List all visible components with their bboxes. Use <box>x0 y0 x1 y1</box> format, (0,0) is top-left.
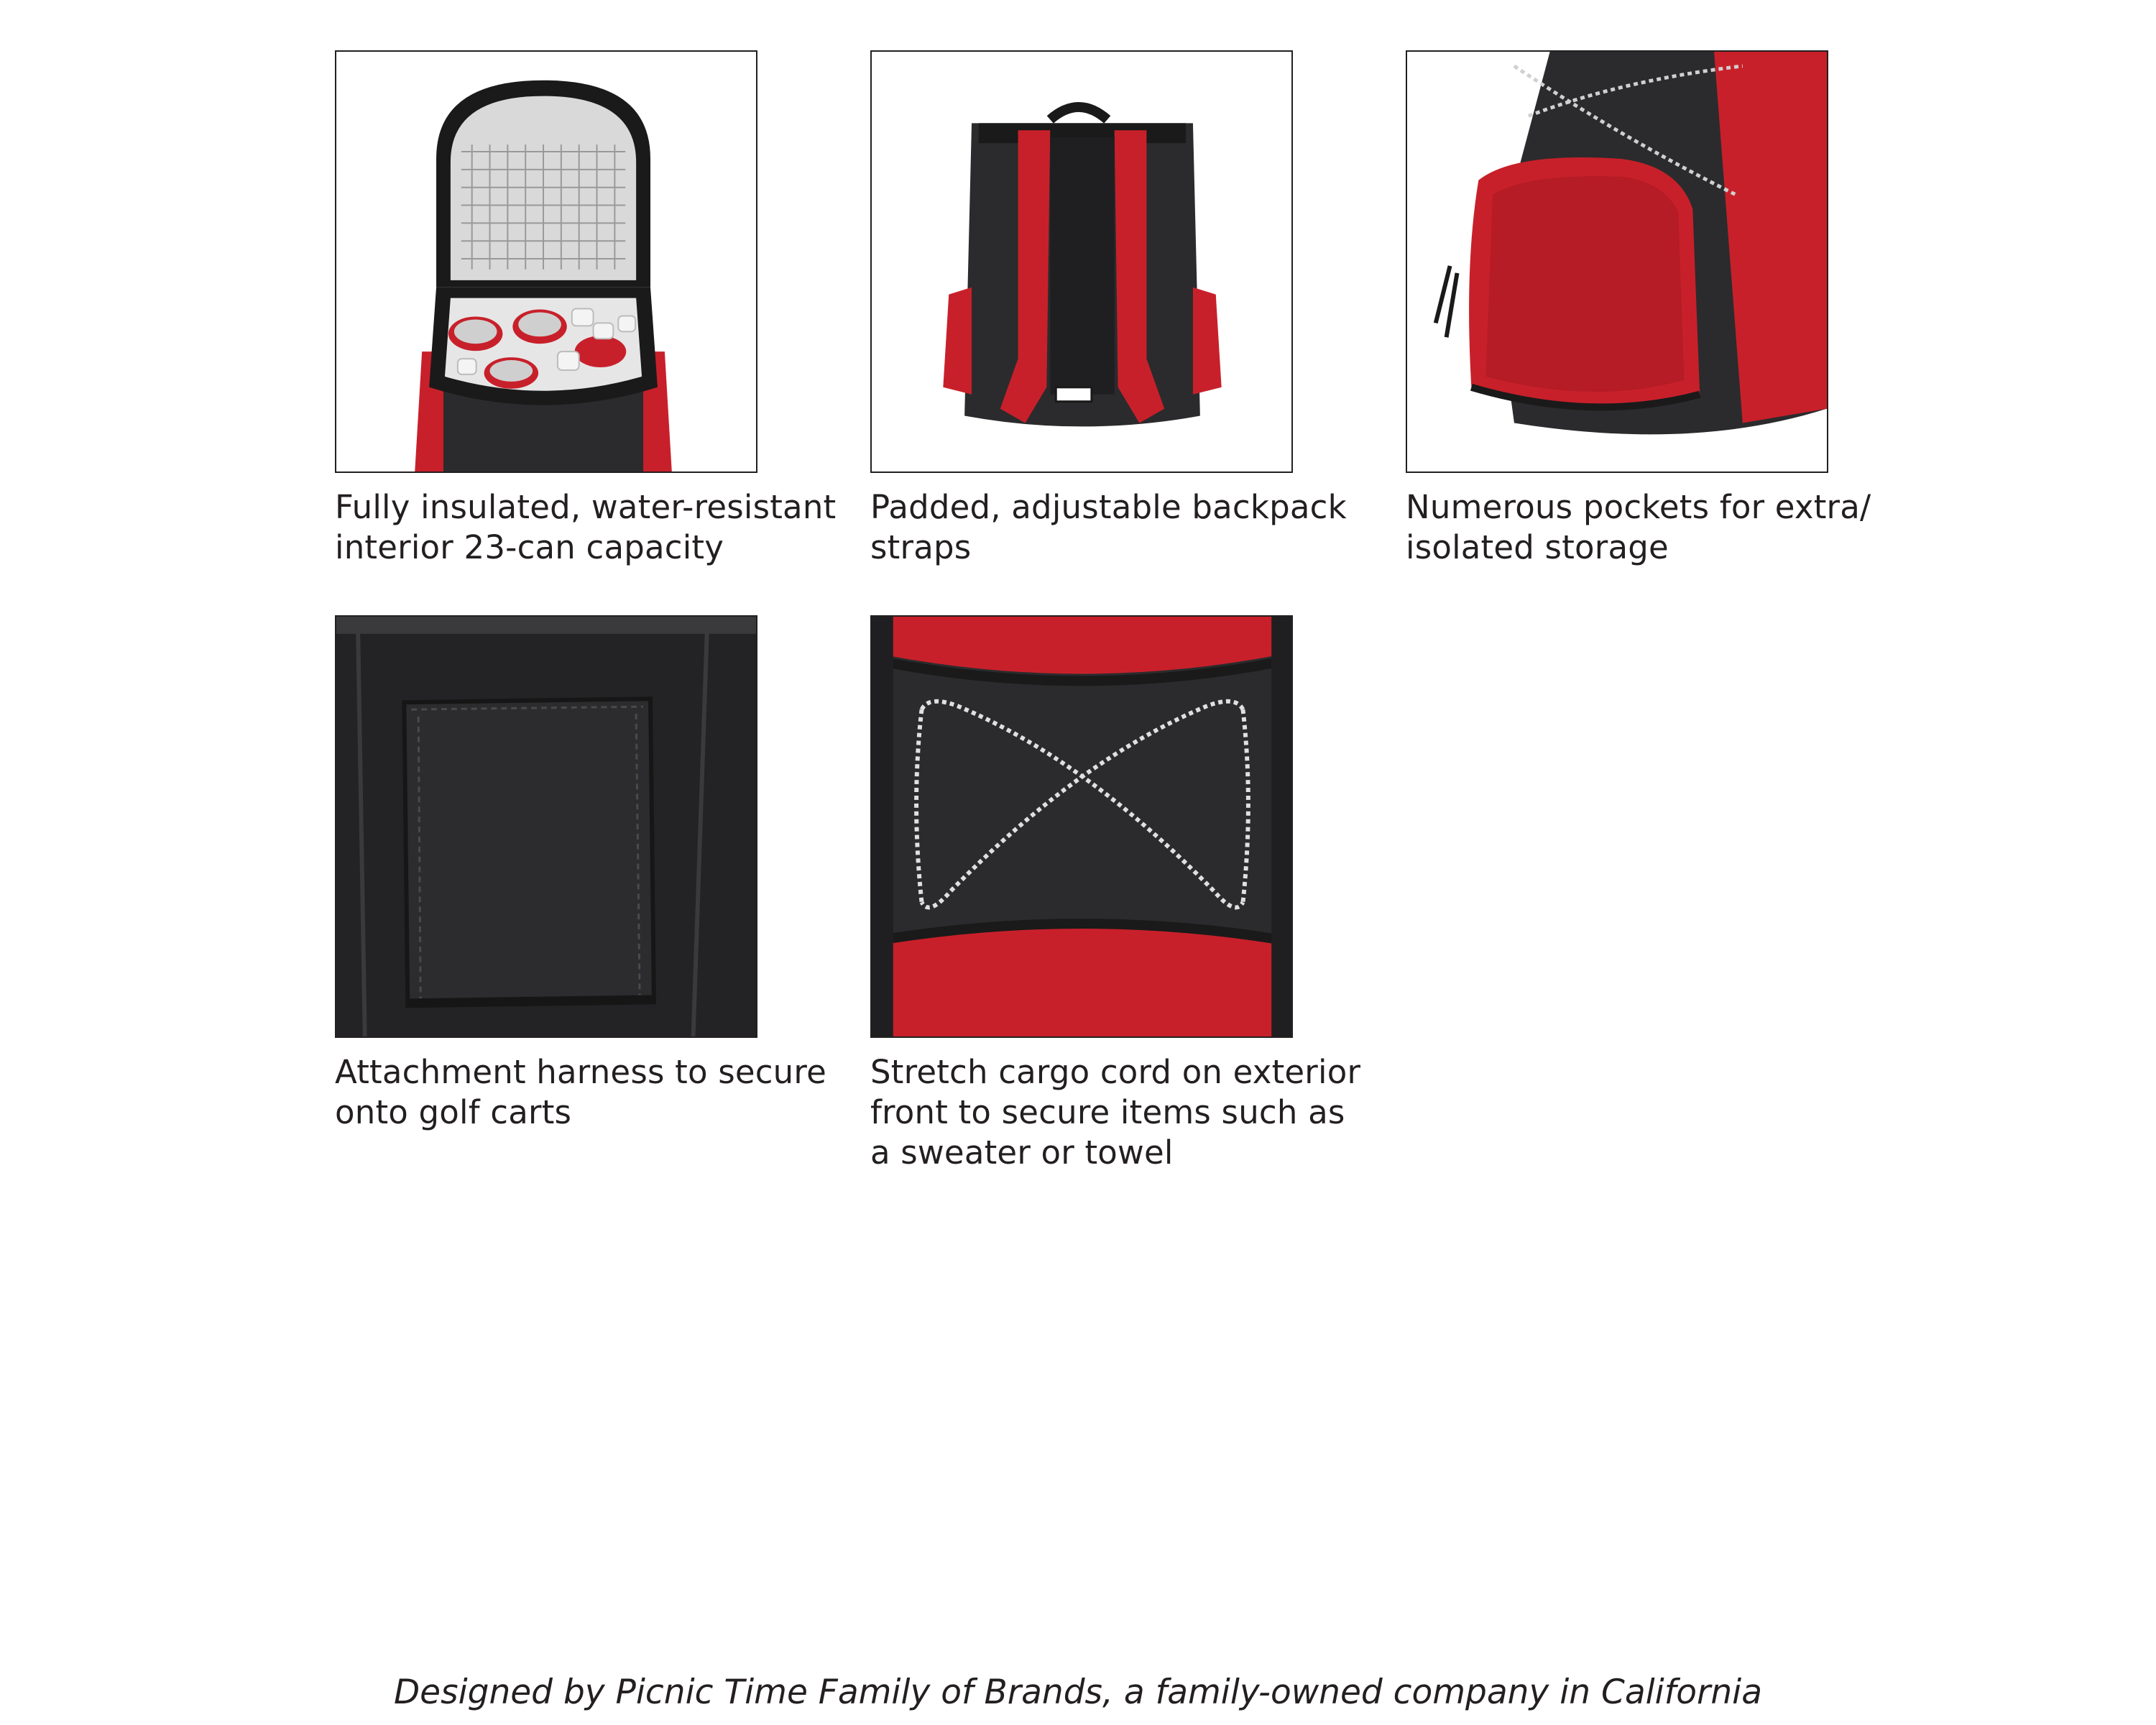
caption-line: interior 23-can capacity <box>335 528 724 566</box>
feature-backpack-straps <box>870 50 1388 568</box>
caption-line: Numerous pockets for extra/ <box>1406 488 1871 526</box>
backpack-straps-photo <box>870 50 1293 473</box>
footer-tagline: Designed by Picnic Time Family of Brands, a family-owned company in California <box>393 1673 1763 1712</box>
backpack-back-icon <box>872 52 1291 472</box>
caption-line: Stretch cargo cord on exterior <box>870 1053 1361 1091</box>
attachment-harness-photo <box>335 615 757 1038</box>
feature-insulated-interior <box>335 50 852 568</box>
open-cooler-icon <box>336 52 756 472</box>
feature-cargo-cord <box>870 615 1388 1173</box>
side-pocket-icon <box>1407 52 1827 472</box>
cargo-cord-caption <box>870 1052 1388 1173</box>
pockets-caption <box>1406 487 1923 568</box>
feature-attachment-harness <box>335 615 852 1133</box>
caption-line: front to secure items such as <box>870 1093 1345 1131</box>
backpack-straps-caption <box>870 487 1388 568</box>
caption-line: Padded, adjustable backpack <box>870 488 1347 526</box>
caption-line: straps <box>870 528 972 566</box>
caption-line: Attachment harness to secure <box>335 1053 826 1091</box>
caption-line: Fully insulated, water-resistant <box>335 488 837 526</box>
harness-icon <box>336 617 756 1036</box>
cargo-cord-icon <box>872 617 1291 1036</box>
insulated-interior-photo <box>335 50 757 473</box>
insulated-interior-caption <box>335 487 852 568</box>
caption-line: onto golf carts <box>335 1093 572 1131</box>
caption-line: a sweater or towel <box>870 1133 1174 1172</box>
caption-line: isolated storage <box>1406 528 1669 566</box>
side-pocket-photo <box>1406 50 1828 473</box>
attachment-harness-caption <box>335 1052 852 1133</box>
feature-pockets <box>1406 50 1923 568</box>
cargo-cord-photo <box>870 615 1293 1038</box>
